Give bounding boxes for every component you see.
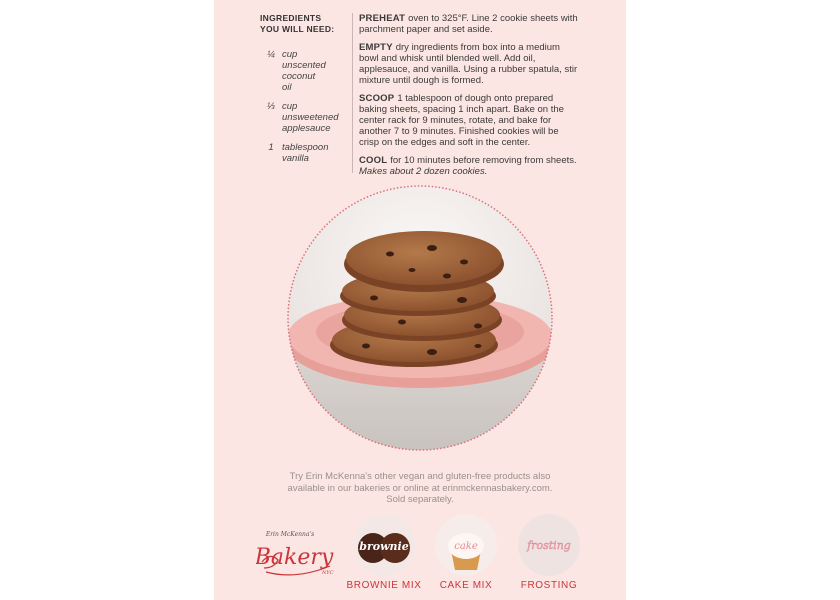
bakery-logo-image xyxy=(256,522,336,582)
logo-small-text: Erin McKenna's xyxy=(265,531,315,538)
brownie-thumb-text: brownie xyxy=(359,540,409,553)
step-preheat xyxy=(359,13,581,35)
logo-suffix: NYC xyxy=(322,570,334,576)
step-keyword: PREHEAT xyxy=(359,13,406,24)
ingredients-list xyxy=(260,49,346,164)
step-scoop xyxy=(359,93,581,148)
product-frosting[interactable] xyxy=(509,514,589,591)
bakery-logo xyxy=(256,522,336,582)
step-text: oven to 325°F. Line 2 cookie sheets with parchment paper and set aside. xyxy=(359,13,578,35)
frosting-thumb-text: frosting xyxy=(527,539,571,552)
ingredient-name: tablespoon vanilla xyxy=(282,142,329,164)
cookie-stack-image xyxy=(282,180,558,456)
cake-mix-thumbnail xyxy=(435,514,497,576)
cake-mix-label: CAKE MIX xyxy=(439,580,493,591)
step-keyword: EMPTY xyxy=(359,42,393,53)
step-text: dry ingredients from box into a medium bowl and whisk until blended well. Add oil, applesauce, and vanilla. Using a rubber spatula, stir mixture until dough is formed. xyxy=(359,42,578,86)
product-cake-mix[interactable] xyxy=(426,514,506,591)
ingredient-quantity: 1 xyxy=(268,142,274,153)
cookie-stack-photo xyxy=(282,180,558,456)
recipe-panel xyxy=(214,0,626,600)
brownie-mix-label: BROWNIE MIX xyxy=(346,580,422,591)
frosting-thumbnail xyxy=(518,514,580,576)
step-cool xyxy=(359,155,581,177)
brownie-mix-thumbnail xyxy=(353,514,415,576)
step-text: 1 tablespoon of dough onto prepared baking sheets, spacing 1 inch apart. Bake on the center rack for 9 minutes, rotate, and bake for another 7 to 9 minutes. Finished cookies will be crisp on the edges and soft in the center. xyxy=(359,93,564,148)
ingredient-name: cup unsweetened applesauce xyxy=(282,101,339,134)
ingredient-quantity: ⅓ xyxy=(267,101,275,112)
instructions-section xyxy=(359,13,581,184)
ingredient-item xyxy=(260,101,346,134)
product-brownie-mix[interactable] xyxy=(344,514,424,591)
logo-script-text: Bakery xyxy=(256,545,334,570)
ingredient-item xyxy=(260,142,346,164)
step-keyword: COOL xyxy=(359,155,388,166)
ingredients-heading: INGREDIENTS YOU WILL NEED: xyxy=(260,13,335,34)
yield-text: Makes about 2 dozen cookies. xyxy=(359,166,488,177)
ingredient-name: cup unscented coconut oil xyxy=(282,49,326,93)
column-divider xyxy=(352,13,353,173)
ingredient-item xyxy=(260,49,346,93)
frosting-label: FROSTING xyxy=(520,580,578,591)
step-text: for 10 minutes before removing from sheets. xyxy=(390,155,577,166)
cake-thumb-text: cake xyxy=(454,541,478,552)
step-keyword: SCOOP xyxy=(359,93,395,104)
promo-text: Try Erin McKenna's other vegan and gluten-free products also available in our bakeries or online at erinmckennasbakery.com. Sold separately. xyxy=(287,471,553,505)
ingredient-quantity: ¼ xyxy=(267,49,275,60)
step-empty xyxy=(359,42,581,86)
ingredients-section xyxy=(260,13,346,172)
